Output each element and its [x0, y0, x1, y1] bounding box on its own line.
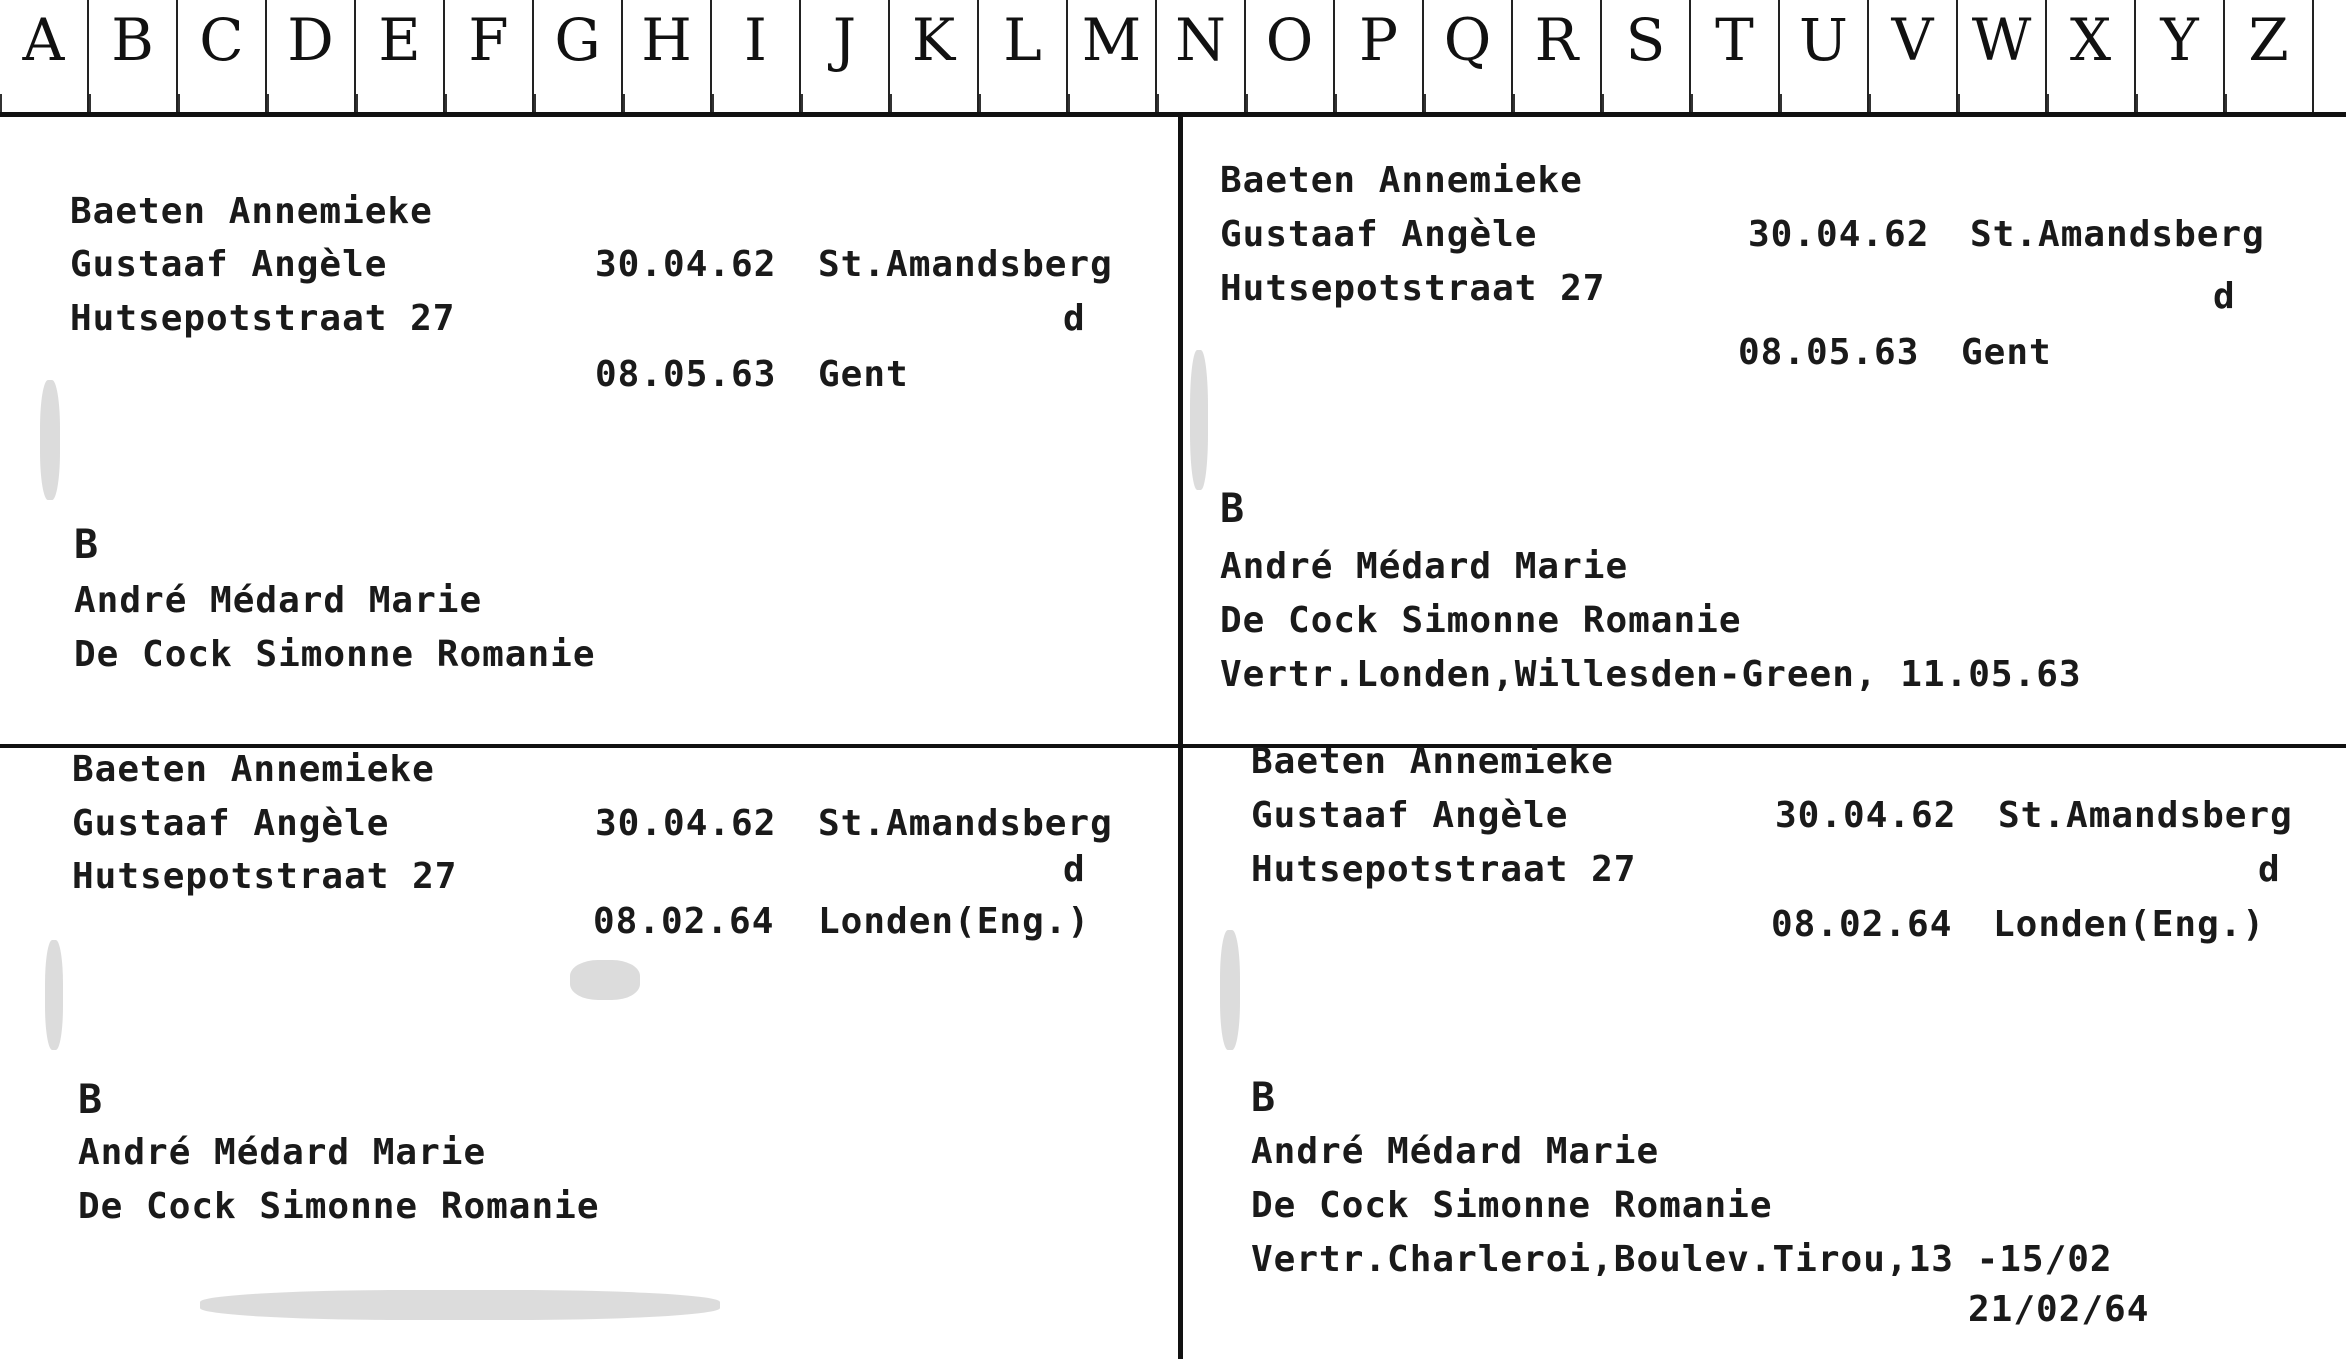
mother-name: De Cock Simonne Romanie	[1220, 600, 1742, 641]
father-name: André Médard Marie	[74, 580, 483, 621]
index-letter-n: N	[1157, 0, 1246, 112]
index-divider-tick	[979, 94, 981, 112]
father-name: André Médard Marie	[1251, 1131, 1660, 1172]
street-address: Hutsepotstraat 27	[70, 298, 456, 339]
parents-first-names: Gustaaf Angèle	[70, 244, 388, 285]
b-marker: B	[74, 522, 100, 568]
parents-first-names: Gustaaf Angèle	[1251, 795, 1569, 836]
birth-place: St.Amandsberg	[818, 244, 1113, 285]
card-bottom-right	[1183, 741, 2346, 1359]
card-bottom-left	[0, 748, 1178, 1359]
index-letter-j: J	[801, 0, 890, 112]
index-letter-u: U	[1780, 0, 1869, 112]
index-divider-tick	[534, 94, 536, 112]
d-marker: d	[1063, 849, 1086, 890]
index-divider-tick	[801, 94, 803, 112]
card-top-left	[0, 117, 1178, 744]
index-divider-tick	[1246, 94, 1248, 112]
index-divider-tick	[1335, 94, 1337, 112]
birth-place: St.Amandsberg	[818, 803, 1113, 844]
b-marker: B	[1220, 486, 1246, 532]
index-divider-tick	[0, 94, 2, 112]
birth-place: St.Amandsberg	[1970, 214, 2265, 255]
mother-name: De Cock Simonne Romanie	[74, 634, 596, 675]
event-place: Londen(Eng.)	[818, 901, 1091, 942]
index-divider-tick	[1780, 94, 1782, 112]
index-letter-t: T	[1691, 0, 1780, 112]
index-letter-o: O	[1246, 0, 1335, 112]
mother-name: De Cock Simonne Romanie	[78, 1186, 600, 1227]
parents-first-names: Gustaaf Angèle	[72, 803, 390, 844]
mother-name: De Cock Simonne Romanie	[1251, 1185, 1773, 1226]
index-divider-tick	[1157, 94, 1159, 112]
index-letter-c: C	[178, 0, 267, 112]
event-date: 08.05.63	[595, 354, 777, 395]
transfer-remark: Vertr.Charleroi,Boulev.Tirou,13 -15/02	[1251, 1239, 2113, 1280]
child-name: Baeten Annemieke	[1220, 160, 1583, 201]
index-letter-h: H	[623, 0, 712, 112]
date-stamp: 21/02/64	[1968, 1289, 2150, 1330]
event-date: 08.02.64	[1771, 904, 1953, 945]
index-letter-w: W	[1958, 0, 2047, 112]
index-letter-y: Y	[2136, 0, 2225, 112]
birth-date: 30.04.62	[595, 244, 777, 285]
alphabet-index-strip	[0, 0, 2346, 117]
child-name: Baeten Annemieke	[72, 749, 435, 790]
index-letter-k: K	[890, 0, 979, 112]
event-place: Londen(Eng.)	[1993, 904, 2266, 945]
street-address: Hutsepotstraat 27	[1251, 849, 1637, 890]
index-divider-tick	[356, 94, 358, 112]
index-letter-v: V	[1869, 0, 1958, 112]
d-marker: d	[2213, 276, 2236, 317]
index-divider-tick	[1958, 94, 1960, 112]
index-letter-a: A	[0, 0, 89, 112]
index-letter-z: Z	[2225, 0, 2314, 112]
index-divider-tick	[445, 94, 447, 112]
father-name: André Médard Marie	[78, 1132, 487, 1173]
card-top-right	[1183, 117, 2346, 744]
b-marker: B	[78, 1077, 104, 1123]
index-letter-e: E	[356, 0, 445, 112]
index-letter-f: F	[445, 0, 534, 112]
index-divider-tick	[1869, 94, 1871, 112]
street-address: Hutsepotstraat 27	[1220, 268, 1606, 309]
b-marker: B	[1251, 1075, 1277, 1121]
birth-date: 30.04.62	[1748, 214, 1930, 255]
parents-first-names: Gustaaf Angèle	[1220, 214, 1538, 255]
transfer-remark: Vertr.Londen,Willesden-Green, 11.05.63	[1220, 654, 2082, 695]
index-divider-tick	[1513, 94, 1515, 112]
index-divider-tick	[1691, 94, 1693, 112]
event-place: Gent	[1961, 332, 2052, 373]
index-divider-tick	[178, 94, 180, 112]
index-divider-tick	[712, 94, 714, 112]
d-marker: d	[1063, 298, 1086, 339]
index-divider-tick	[1424, 94, 1426, 112]
index-divider-tick	[2136, 94, 2138, 112]
d-marker: d	[2258, 849, 2281, 890]
birth-date: 30.04.62	[1775, 795, 1957, 836]
index-divider-tick	[2047, 94, 2049, 112]
index-divider-tick	[1602, 94, 1604, 112]
index-divider-tick	[890, 94, 892, 112]
index-letter-q: Q	[1424, 0, 1513, 112]
child-name: Baeten Annemieke	[1251, 741, 1614, 782]
index-letter-l: L	[979, 0, 1068, 112]
birth-date: 30.04.62	[595, 803, 777, 844]
event-date: 08.05.63	[1738, 332, 1920, 373]
birth-place: St.Amandsberg	[1998, 795, 2293, 836]
index-letter-s: S	[1602, 0, 1691, 112]
index-divider-tick	[89, 94, 91, 112]
index-letter-g: G	[534, 0, 623, 112]
child-name: Baeten Annemieke	[70, 191, 433, 232]
index-divider-tick	[1068, 94, 1070, 112]
father-name: André Médard Marie	[1220, 546, 1629, 587]
index-divider-tick	[623, 94, 625, 112]
event-place: Gent	[818, 354, 909, 395]
index-letter-d: D	[267, 0, 356, 112]
street-address: Hutsepotstraat 27	[72, 856, 458, 897]
event-date: 08.02.64	[593, 901, 775, 942]
index-divider-tick	[2225, 94, 2227, 112]
index-letter-b: B	[89, 0, 178, 112]
index-letter-x: X	[2047, 0, 2136, 112]
index-letter-r: R	[1513, 0, 1602, 112]
index-letter-i: I	[712, 0, 801, 112]
index-letter-m: M	[1068, 0, 1157, 112]
index-divider-tick	[267, 94, 269, 112]
index-letter-p: P	[1335, 0, 1424, 112]
